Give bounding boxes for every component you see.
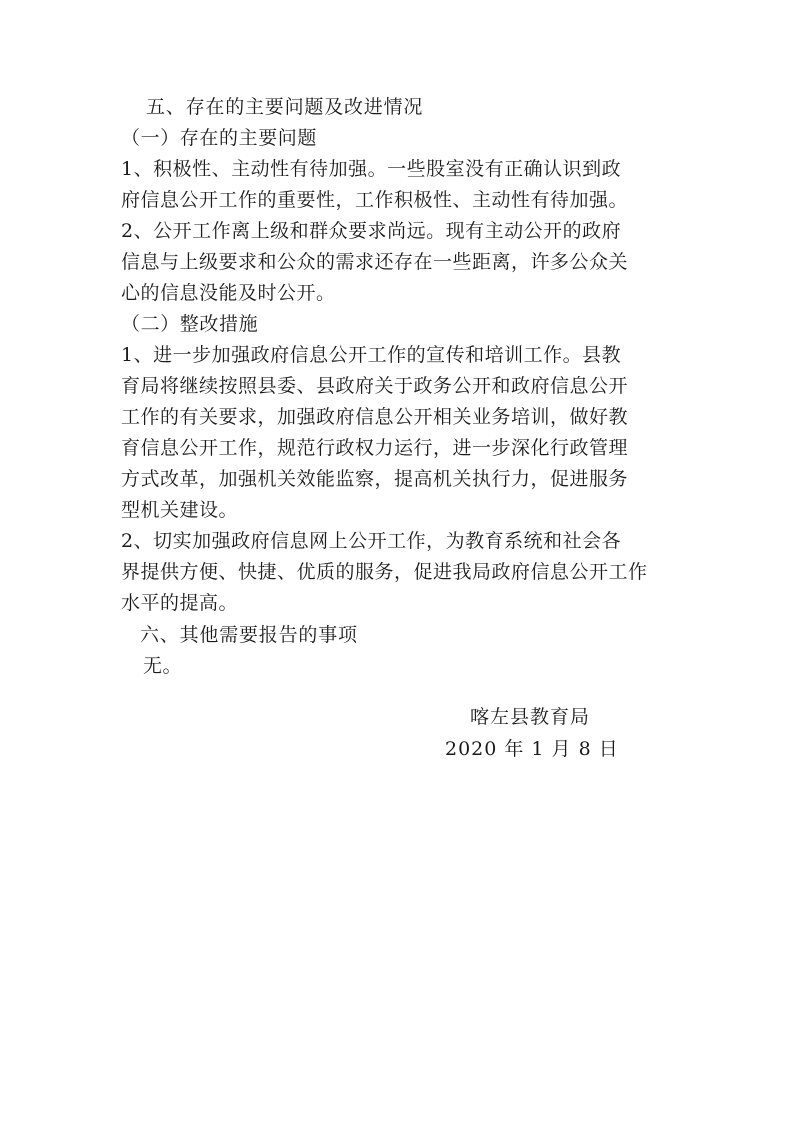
sub1-para2-line1: 2、公开工作离上级和群众要求尚远。现有主动公开的政府 — [121, 220, 622, 242]
sub1-para2-line2: 信息与上级要求和公众的需求还存在一些距离，许多公众关 — [121, 251, 629, 273]
sub2-para1-line3: 工作的有关要求，加强政府信息公开相关业务培训，做好教 — [121, 406, 629, 428]
sub1-para1-line2: 府信息公开工作的重要性，工作积极性、主动性有待加强。 — [121, 189, 629, 211]
section6-content: 无。 — [143, 655, 183, 677]
section6-heading: 六、其他需要报告的事项 — [140, 624, 358, 646]
sub2-para1-line5: 方式改革，加强机关效能监察，提高机关执行力，促进服务 — [121, 468, 629, 490]
signature-org: 喀左县教育局 — [470, 706, 591, 728]
section5-heading: 五、存在的主要问题及改进情况 — [146, 96, 424, 118]
sub2-para1-line2: 育局将继续按照县委、县政府关于政务公开和政府信息公开 — [121, 375, 629, 397]
sub2-para1-line4: 育信息公开工作，规范行政权力运行，进一步深化行政管理 — [121, 437, 629, 459]
sub2-heading: （二）整改措施 — [121, 313, 259, 335]
sub2-para1-line6: 型机关建设。 — [121, 499, 239, 521]
sub2-para2-line2: 界提供方便、快捷、优质的服务，促进我局政府信息公开工作 — [121, 561, 648, 583]
sub2-para2-line1: 2、切实加强政府信息网上公开工作，为教育系统和社会各 — [121, 530, 622, 552]
signature-date: 2020 年 1 月 8 日 — [445, 738, 619, 760]
sub1-para2-line3: 心的信息没能及时公开。 — [121, 282, 336, 304]
sub2-para2-line3: 水平的提高。 — [121, 592, 239, 614]
sub2-para1-line1: 1、进一步加强政府信息公开工作的宣传和培训工作。县教 — [121, 344, 622, 366]
sub1-para1-line1: 1、积极性、主动性有待加强。一些股室没有正确认识到政 — [121, 158, 622, 180]
sub1-heading: （一）存在的主要问题 — [121, 127, 318, 149]
